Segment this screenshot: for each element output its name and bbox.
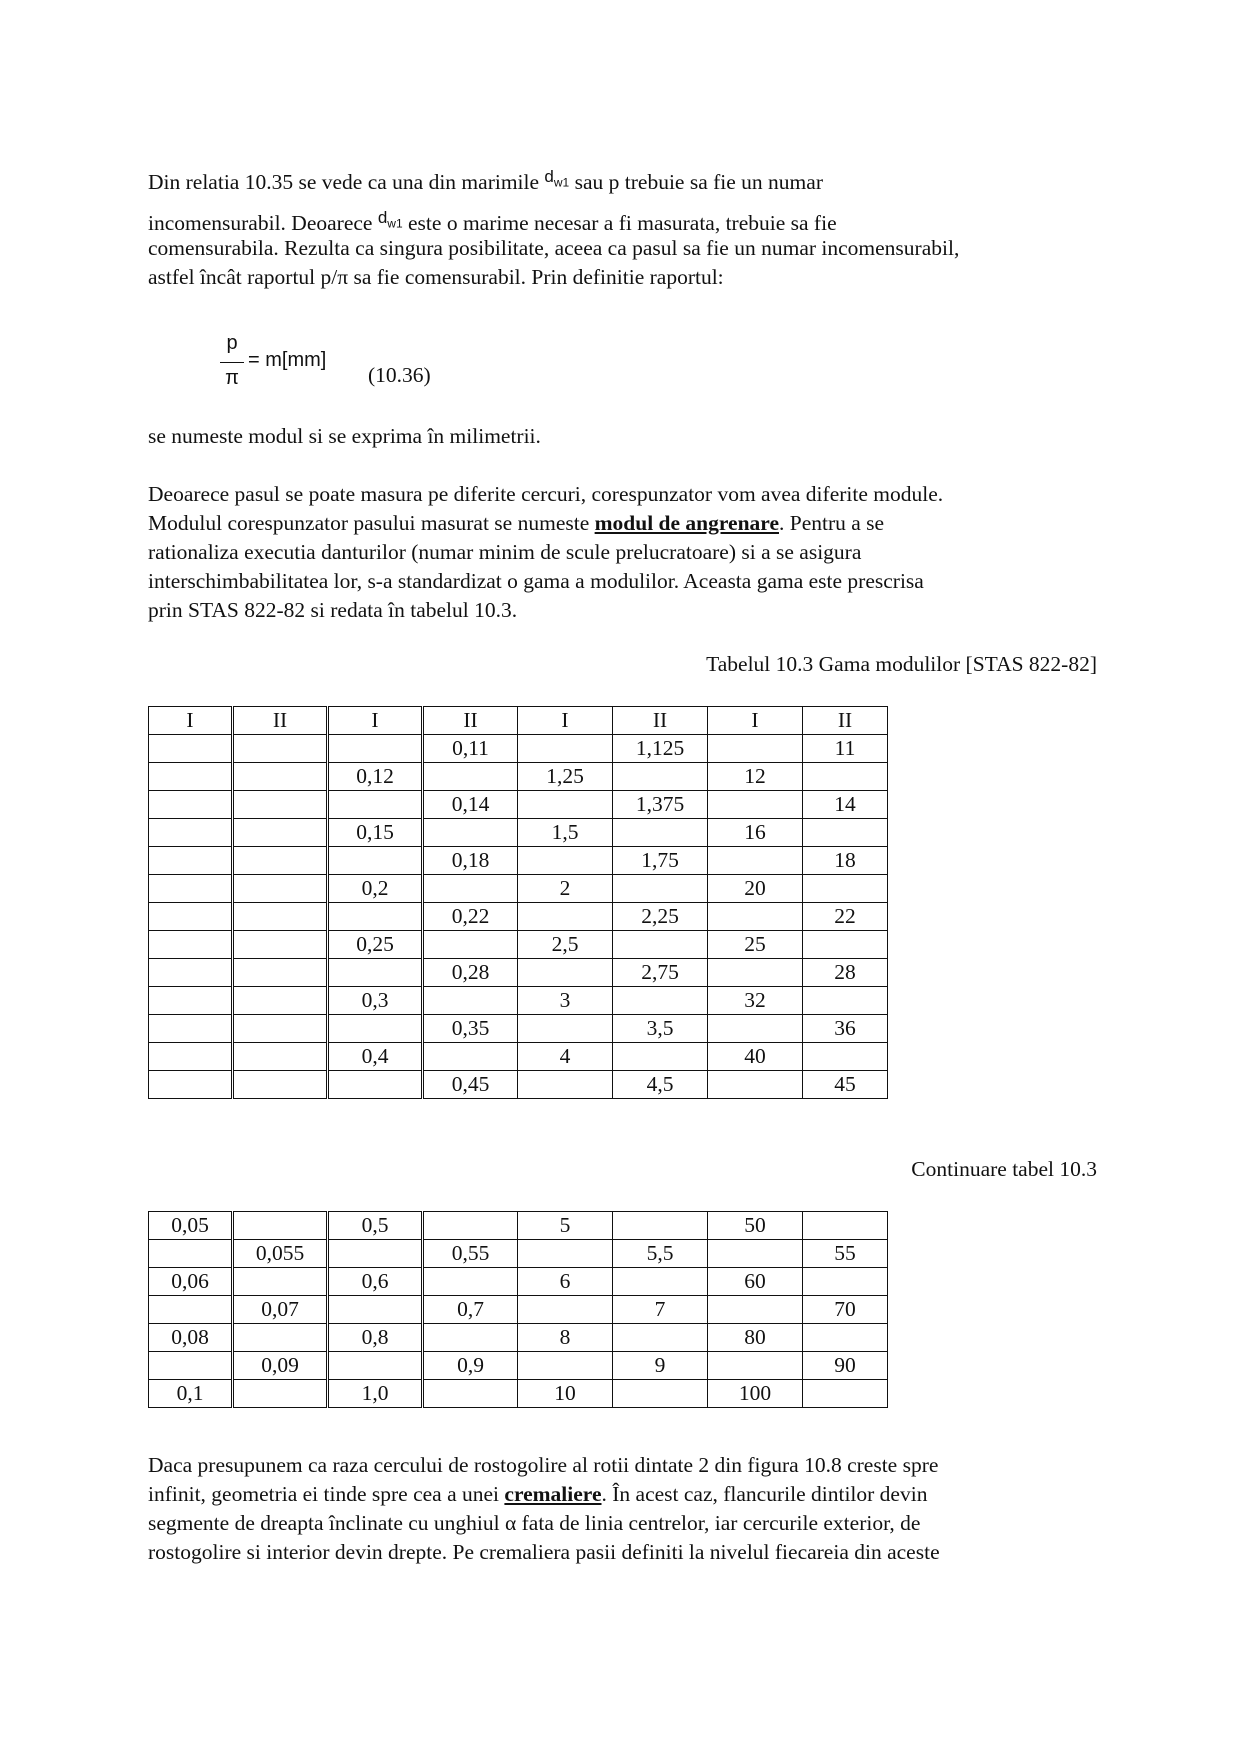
table-cell xyxy=(423,819,518,847)
table-cell xyxy=(423,1212,518,1240)
table-gama-modulilor xyxy=(148,706,888,1099)
table-cell xyxy=(149,791,233,819)
table-cell xyxy=(803,1380,888,1408)
table-2-caption: Continuare tabel 10.3 xyxy=(911,1157,1097,1181)
table-cell: 8 xyxy=(518,1324,613,1352)
table-cell: 70 xyxy=(803,1296,888,1324)
table-cell xyxy=(149,847,233,875)
table-cell: 28 xyxy=(803,959,888,987)
table-cell: 2,25 xyxy=(613,903,708,931)
table-cell: 5,5 xyxy=(613,1240,708,1268)
table-cell: 14 xyxy=(803,791,888,819)
table-cell: 40 xyxy=(708,1043,803,1071)
table-cell xyxy=(233,903,328,931)
table-cell: 18 xyxy=(803,847,888,875)
table-cell: 0,11 xyxy=(423,735,518,763)
table-header-cell: II xyxy=(233,707,328,735)
dw1-symbol: dw1 xyxy=(544,167,570,190)
table-cell: 2,5 xyxy=(518,931,613,959)
dw1-symbol: dw1 xyxy=(377,208,403,231)
table-cell: 0,3 xyxy=(328,987,423,1015)
table-cell xyxy=(233,1071,328,1099)
table-cell xyxy=(328,847,423,875)
table-cell xyxy=(613,1212,708,1240)
table-cell: 90 xyxy=(803,1352,888,1380)
table-row xyxy=(149,959,888,987)
table-cell: 0,14 xyxy=(423,791,518,819)
table-cell: 12 xyxy=(708,763,803,791)
table-cell xyxy=(328,903,423,931)
table-header-cell: I xyxy=(328,707,423,735)
table-cell xyxy=(708,791,803,819)
table-cell xyxy=(708,1352,803,1380)
table-row xyxy=(149,1071,888,1099)
table-row xyxy=(149,987,888,1015)
table-cell xyxy=(149,1043,233,1071)
table-header-cell: I xyxy=(518,707,613,735)
table-cell: 60 xyxy=(708,1268,803,1296)
table-cell: 25 xyxy=(708,931,803,959)
table-cell xyxy=(149,1071,233,1099)
table-cell: 0,055 xyxy=(233,1240,328,1268)
table-cell xyxy=(708,959,803,987)
table-cell xyxy=(613,1380,708,1408)
table-cell xyxy=(613,1043,708,1071)
table-cell xyxy=(233,1268,328,1296)
table-cell: 0,1 xyxy=(149,1380,233,1408)
table-cell: 0,28 xyxy=(423,959,518,987)
table-cell: 55 xyxy=(803,1240,888,1268)
table-cell: 4,5 xyxy=(613,1071,708,1099)
table-row xyxy=(149,791,888,819)
table-row xyxy=(149,763,888,791)
table-cell: 1,5 xyxy=(518,819,613,847)
table-cell xyxy=(328,1352,423,1380)
table-cell xyxy=(149,819,233,847)
table-cell xyxy=(613,1268,708,1296)
table-cell: 0,15 xyxy=(328,819,423,847)
table-cell: 0,08 xyxy=(149,1324,233,1352)
table-cell: 1,0 xyxy=(328,1380,423,1408)
table-cell xyxy=(149,763,233,791)
table-cell xyxy=(423,763,518,791)
table-cell: 0,05 xyxy=(149,1212,233,1240)
table-cell: 32 xyxy=(708,987,803,1015)
table-cell: 0,5 xyxy=(328,1212,423,1240)
table-cell xyxy=(803,1043,888,1071)
formula-numerator: p xyxy=(226,332,238,354)
table-cell xyxy=(518,1071,613,1099)
table-header-cell: II xyxy=(423,707,518,735)
table-cell: 1,375 xyxy=(613,791,708,819)
table-cell xyxy=(149,1240,233,1268)
table-cell xyxy=(149,987,233,1015)
table-cell xyxy=(233,987,328,1015)
table-cell xyxy=(149,875,233,903)
table-cell: 0,55 xyxy=(423,1240,518,1268)
table-cell xyxy=(518,735,613,763)
table-cell: 3 xyxy=(518,987,613,1015)
table-cell: 36 xyxy=(803,1015,888,1043)
table-cell xyxy=(233,1324,328,1352)
table-cell xyxy=(149,1352,233,1380)
table-cell xyxy=(328,1015,423,1043)
table-row xyxy=(149,1296,888,1324)
table-row xyxy=(149,1015,888,1043)
table-cell xyxy=(518,903,613,931)
table-cell: 0,12 xyxy=(328,763,423,791)
table-cell xyxy=(613,931,708,959)
table-cell: 1,25 xyxy=(518,763,613,791)
table-cell: 5 xyxy=(518,1212,613,1240)
formula-rhs: = m[mm] xyxy=(248,349,327,371)
table-cell xyxy=(803,1212,888,1240)
table-row xyxy=(149,903,888,931)
table-cell xyxy=(613,1324,708,1352)
table-cell xyxy=(708,1015,803,1043)
table-cell xyxy=(149,959,233,987)
table-cell xyxy=(803,1324,888,1352)
table-cell xyxy=(233,1043,328,1071)
table-cell: 3,5 xyxy=(613,1015,708,1043)
table-cell xyxy=(423,987,518,1015)
table-cell xyxy=(233,875,328,903)
table-cell xyxy=(518,1296,613,1324)
table-cell: 1,75 xyxy=(613,847,708,875)
table-cell xyxy=(233,1380,328,1408)
paragraph-1-line-2: incomensurabil. Deoarece $^{d_{w1}}$ este o marime necesar a fi masurata, trebuie sa fie xyxy=(148,208,837,235)
table-cell: 2 xyxy=(518,875,613,903)
table-row xyxy=(149,819,888,847)
paragraph-2: se numeste modul si se exprima în milimetrii. xyxy=(148,424,541,448)
table-cell xyxy=(803,1268,888,1296)
paragraph-4-line-2: infinit, geometria ei tinde spre cea a unei cremaliere. În acest caz, flancurile dintilor devin xyxy=(148,1482,928,1506)
formula-denominator: π xyxy=(225,367,239,389)
paragraph-3-line-2: Modulul corespunzator pasului masurat se numeste modul de angrenare. Pentru a se xyxy=(148,511,885,535)
table-cell xyxy=(613,819,708,847)
fraction-bar xyxy=(220,362,244,363)
table-cell xyxy=(233,791,328,819)
table-cell: 50 xyxy=(708,1212,803,1240)
table-cell: 0,35 xyxy=(423,1015,518,1043)
table-cell xyxy=(149,931,233,959)
paragraph-3-line-3: rationaliza executia danturilor (numar minim de scule prelucratoare) si a se asigura xyxy=(148,540,862,564)
table-row xyxy=(149,875,888,903)
table-cell: 0,22 xyxy=(423,903,518,931)
table-cell: 7 xyxy=(613,1296,708,1324)
table-cell: 20 xyxy=(708,875,803,903)
table-cell xyxy=(518,791,613,819)
table-cell xyxy=(423,1043,518,1071)
table-cell xyxy=(149,1296,233,1324)
table-row xyxy=(149,1212,888,1240)
table-cell xyxy=(233,931,328,959)
table-cell xyxy=(233,735,328,763)
table-cell xyxy=(803,931,888,959)
table-row xyxy=(149,1352,888,1380)
table-cell: 6 xyxy=(518,1268,613,1296)
paragraph-1-line-1: Din relatia 10.35 se vede ca una din marimile $^{d_{w1}}$ sau p trebuie sa fie un numar xyxy=(148,167,823,194)
table-cell xyxy=(708,903,803,931)
table-cell xyxy=(518,1240,613,1268)
table-row xyxy=(149,1268,888,1296)
paragraph-3-line-4: interschimbabilitatea lor, s-a standardizat o gama a modulilor. Aceasta gama este prescrisa xyxy=(148,569,924,593)
table-cell: 10 xyxy=(518,1380,613,1408)
table-row xyxy=(149,847,888,875)
paragraph-1-line-4: astfel încât raportul p/π sa fie comensurabil. Prin definitie raportul: xyxy=(148,265,724,289)
table-row xyxy=(149,735,888,763)
equation-number: (10.36) xyxy=(368,363,431,387)
table-cell xyxy=(803,819,888,847)
table-cell: 100 xyxy=(708,1380,803,1408)
table-cell xyxy=(803,875,888,903)
table-cell xyxy=(423,931,518,959)
table-cell xyxy=(328,1240,423,1268)
table-cell xyxy=(328,959,423,987)
table-cell: 0,06 xyxy=(149,1268,233,1296)
table-cell: 16 xyxy=(708,819,803,847)
table-cell: 80 xyxy=(708,1324,803,1352)
table-row xyxy=(149,1380,888,1408)
table-cell xyxy=(423,1268,518,1296)
table-cell xyxy=(803,987,888,1015)
table-header-row xyxy=(149,707,888,735)
table-row xyxy=(149,931,888,959)
table-cell xyxy=(518,847,613,875)
table-cell xyxy=(233,819,328,847)
table-cell: 0,4 xyxy=(328,1043,423,1071)
table-cell: 0,07 xyxy=(233,1296,328,1324)
table-cell xyxy=(613,875,708,903)
table-cell: 11 xyxy=(803,735,888,763)
table-cell xyxy=(423,1380,518,1408)
table-cell: 1,125 xyxy=(613,735,708,763)
table-cell xyxy=(233,763,328,791)
term-cremaliere: cremaliere xyxy=(504,1482,602,1506)
table-row xyxy=(149,1043,888,1071)
table-cell xyxy=(518,959,613,987)
table-cell xyxy=(233,847,328,875)
table-header-cell: II xyxy=(803,707,888,735)
table-cell xyxy=(708,1240,803,1268)
table-cell xyxy=(423,1324,518,1352)
table-cell: 45 xyxy=(803,1071,888,1099)
table-cell xyxy=(328,791,423,819)
table-cell xyxy=(233,1212,328,1240)
table-cell xyxy=(708,1071,803,1099)
table-header-cell: I xyxy=(708,707,803,735)
table-header-cell: II xyxy=(613,707,708,735)
table-cell xyxy=(149,735,233,763)
paragraph-4-line-4: rostogolire si interior devin drepte. Pe cremaliera pasii definiti la nivelul fiecareia din aceste xyxy=(148,1540,940,1564)
table-cell: 0,25 xyxy=(328,931,423,959)
table-header-cell: I xyxy=(149,707,233,735)
paragraph-4-line-1: Daca presupunem ca raza cercului de rostogolire al rotii dintate 2 din figura 10.8 creste spre xyxy=(148,1453,939,1477)
table-cell xyxy=(518,1352,613,1380)
table-cell: 0,18 xyxy=(423,847,518,875)
table-cell xyxy=(423,875,518,903)
table-cell: 0,6 xyxy=(328,1268,423,1296)
table-row xyxy=(149,1240,888,1268)
table-cell xyxy=(233,1015,328,1043)
table-cell: 0,9 xyxy=(423,1352,518,1380)
paragraph-4-line-3: segmente de dreapta înclinate cu unghiul α fata de linia centrelor, iar cercurile exterior, de xyxy=(148,1511,921,1535)
table-cell: 0,7 xyxy=(423,1296,518,1324)
table-cell xyxy=(708,847,803,875)
table-1-caption: Tabelul 10.3 Gama modulilor [STAS 822-82] xyxy=(706,652,1097,676)
table-cell xyxy=(328,1071,423,1099)
table-cell: 22 xyxy=(803,903,888,931)
paragraph-3-line-5: prin STAS 822-82 si redata în tabelul 10.3. xyxy=(148,598,518,622)
term-modul-de-angrenare: modul de angrenare xyxy=(594,511,779,535)
table-cell xyxy=(613,763,708,791)
table-cell: 0,8 xyxy=(328,1324,423,1352)
table-cell xyxy=(708,735,803,763)
table-cell xyxy=(613,987,708,1015)
table-cell xyxy=(233,959,328,987)
table-cell: 0,2 xyxy=(328,875,423,903)
paragraph-3-line-1: Deoarece pasul se poate masura pe diferite cercuri, corespunzator vom avea diferite module. xyxy=(148,482,944,506)
table-cell xyxy=(708,1296,803,1324)
table-cell: 9 xyxy=(613,1352,708,1380)
table-cell xyxy=(518,1015,613,1043)
table-cell xyxy=(328,1296,423,1324)
table-row xyxy=(149,1324,888,1352)
table-cell xyxy=(149,1015,233,1043)
table-cell: 2,75 xyxy=(613,959,708,987)
table-cell: 0,45 xyxy=(423,1071,518,1099)
table-continuare xyxy=(148,1211,888,1408)
table-cell: 0,09 xyxy=(233,1352,328,1380)
table-cell xyxy=(803,763,888,791)
table-cell: 4 xyxy=(518,1043,613,1071)
table-cell xyxy=(149,903,233,931)
paragraph-1-line-3: comensurabila. Rezulta ca singura posibilitate, aceea ca pasul sa fie un numar incomensurabil, xyxy=(148,236,960,260)
table-cell xyxy=(328,735,423,763)
